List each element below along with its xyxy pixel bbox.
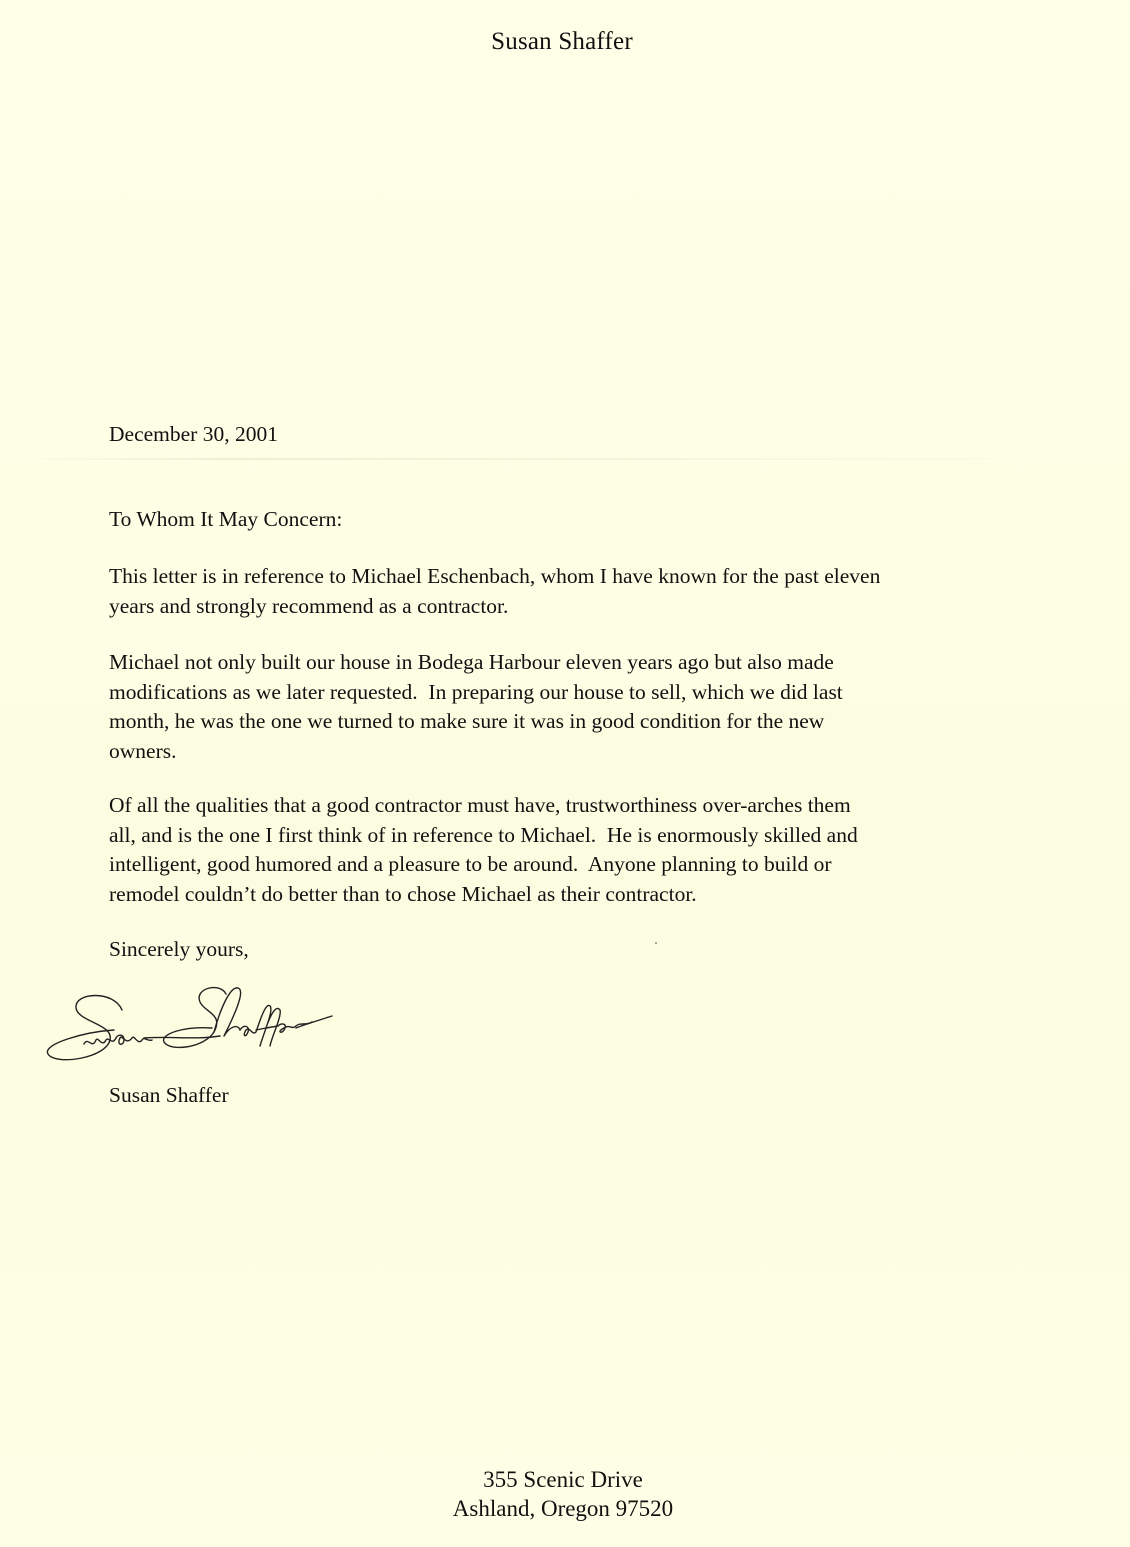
address-city: Ashland, Oregon 97520 <box>452 1496 674 1521</box>
paragraph-line: modifications as we later requested. In preparing our house to sell, which we did last <box>109 679 843 704</box>
paragraph-line: Of all the qualities that a good contractor must have, trustworthiness over-arches them <box>109 793 851 817</box>
handwritten-signature <box>44 980 334 1075</box>
paragraph-1 <box>109 562 880 621</box>
paper-fold-line <box>0 458 1130 460</box>
paragraph-3 <box>109 791 858 909</box>
letter-date: December 30, 2001 <box>109 422 278 446</box>
paragraph-line: remodel couldn’t do better than to chose Michael as their contractor. <box>109 881 697 906</box>
paragraph-line: all, and is the one I first think of in reference to Michael. He is enormously skilled and <box>109 822 858 847</box>
address-street: 355 Scenic Drive <box>483 1467 643 1492</box>
paragraph-line: intelligent, good humored and a pleasure to be around. Anyone planning to build or <box>109 852 832 876</box>
paragraph-line: This letter is in reference to Michael Eschenbach, whom I have known for the past eleven <box>109 564 881 588</box>
signer-name: Susan Shaffer <box>109 1083 229 1107</box>
paragraph-line: month, he was the one we turned to make sure it was in good condition for the new <box>109 709 825 733</box>
paragraph-line: Michael not only built our house in Bodega Harbour eleven years ago but also made <box>109 650 834 674</box>
paragraph-line: years and strongly recommend as a contractor. <box>109 593 509 618</box>
return-address <box>0 1465 1126 1523</box>
letterhead-name: Susan Shaffer <box>491 28 633 55</box>
paragraph-2 <box>109 648 843 766</box>
salutation: To Whom It May Concern: <box>109 507 343 531</box>
paragraph-line: owners. <box>109 738 177 763</box>
paper-speck <box>655 942 657 944</box>
closing: Sincerely yours, <box>109 937 249 961</box>
